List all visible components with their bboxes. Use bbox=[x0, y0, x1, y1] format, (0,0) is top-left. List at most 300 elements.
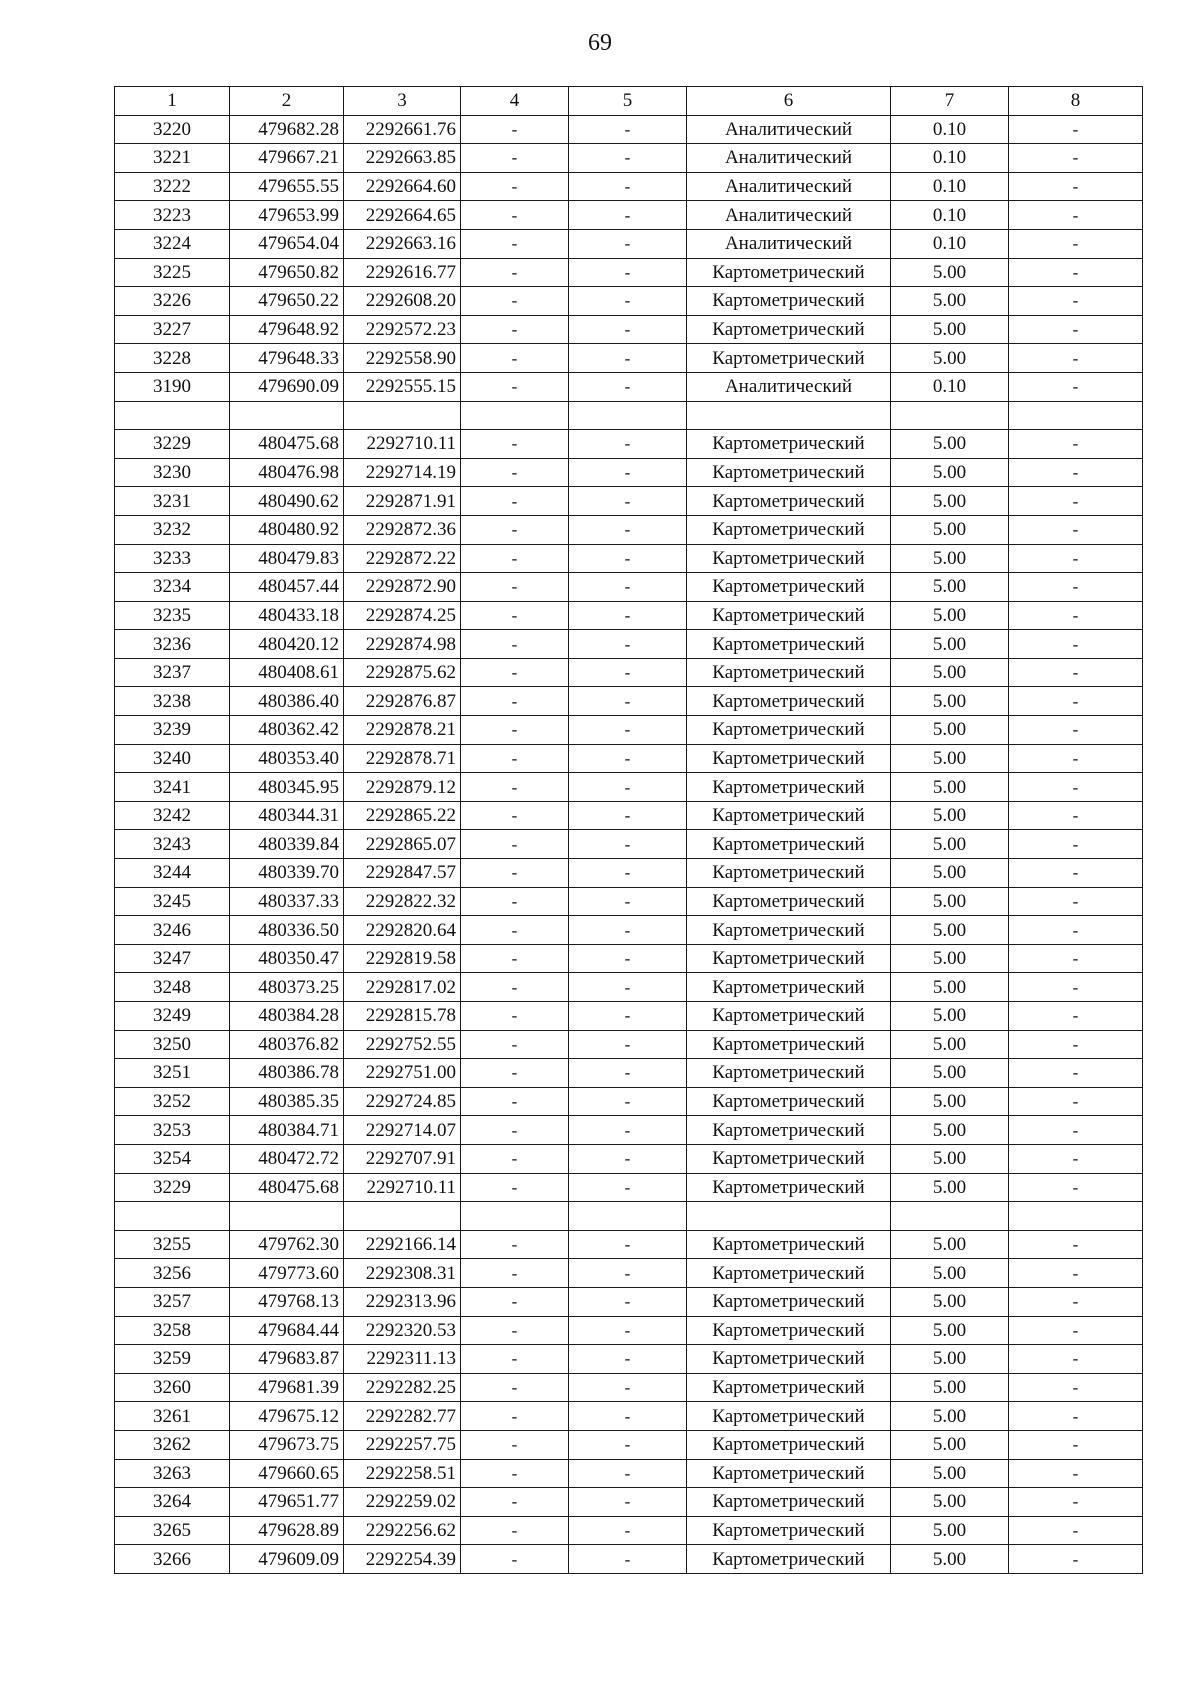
point-number-cell: 3248 bbox=[115, 973, 230, 1002]
point-number-cell bbox=[115, 1202, 230, 1231]
point-number-cell bbox=[115, 401, 230, 430]
table-row bbox=[115, 315, 1143, 344]
column-8-cell: - bbox=[1009, 430, 1143, 459]
method-cell: Картометрический bbox=[687, 1316, 891, 1345]
point-number-cell: 3235 bbox=[115, 601, 230, 630]
table-row bbox=[115, 1345, 1143, 1374]
point-number-cell: 3265 bbox=[115, 1516, 230, 1545]
column-5-cell: - bbox=[569, 658, 687, 687]
accuracy-cell: 0.10 bbox=[891, 372, 1009, 401]
accuracy-cell: 5.00 bbox=[891, 973, 1009, 1002]
y-coordinate-cell: 2292558.90 bbox=[344, 344, 461, 373]
accuracy-cell: 5.00 bbox=[891, 1402, 1009, 1431]
table-row bbox=[115, 229, 1143, 258]
y-coordinate-cell: 2292865.22 bbox=[344, 801, 461, 830]
y-coordinate-cell: 2292820.64 bbox=[344, 916, 461, 945]
column-8-cell: - bbox=[1009, 1173, 1143, 1202]
table-row bbox=[115, 801, 1143, 830]
column-5-cell: - bbox=[569, 1316, 687, 1345]
point-number-cell: 3230 bbox=[115, 458, 230, 487]
x-coordinate-cell: 480386.40 bbox=[230, 687, 344, 716]
y-coordinate-cell: 2292878.71 bbox=[344, 744, 461, 773]
y-coordinate-cell: 2292879.12 bbox=[344, 773, 461, 802]
column-4-cell: - bbox=[461, 315, 569, 344]
point-number-cell: 3240 bbox=[115, 744, 230, 773]
column-4-cell: - bbox=[461, 1116, 569, 1145]
table-row bbox=[115, 544, 1143, 573]
column-4-cell: - bbox=[461, 1459, 569, 1488]
column-4-cell: - bbox=[461, 887, 569, 916]
table-row bbox=[115, 1488, 1143, 1517]
y-coordinate-cell: 2292664.65 bbox=[344, 201, 461, 230]
x-coordinate-cell: 480362.42 bbox=[230, 716, 344, 745]
column-8-cell: - bbox=[1009, 201, 1143, 230]
method-cell: Картометрический bbox=[687, 658, 891, 687]
column-8-cell: - bbox=[1009, 258, 1143, 287]
column-8-cell: - bbox=[1009, 1059, 1143, 1088]
accuracy-cell: 0.10 bbox=[891, 229, 1009, 258]
accuracy-cell: 5.00 bbox=[891, 1116, 1009, 1145]
y-coordinate-cell: 2292724.85 bbox=[344, 1087, 461, 1116]
column-4-cell: - bbox=[461, 1002, 569, 1031]
table-row bbox=[115, 973, 1143, 1002]
x-coordinate-cell: 479675.12 bbox=[230, 1402, 344, 1431]
accuracy-cell: 5.00 bbox=[891, 916, 1009, 945]
column-5-cell: - bbox=[569, 1488, 687, 1517]
method-cell: Картометрический bbox=[687, 1259, 891, 1288]
y-coordinate-cell: 2292664.60 bbox=[344, 172, 461, 201]
page-number: 69 bbox=[588, 30, 612, 56]
x-coordinate-cell: 479768.13 bbox=[230, 1287, 344, 1316]
column-5-cell: - bbox=[569, 172, 687, 201]
accuracy-cell: 5.00 bbox=[891, 716, 1009, 745]
column-header: 3 bbox=[344, 87, 461, 116]
method-cell: Картометрический bbox=[687, 1345, 891, 1374]
y-coordinate-cell: 2292256.62 bbox=[344, 1516, 461, 1545]
column-5-cell: - bbox=[569, 944, 687, 973]
column-8-cell: - bbox=[1009, 1402, 1143, 1431]
column-8-cell: - bbox=[1009, 315, 1143, 344]
table-row bbox=[115, 1430, 1143, 1459]
table-row bbox=[115, 401, 1143, 430]
method-cell: Картометрический bbox=[687, 973, 891, 1002]
y-coordinate-cell: 2292616.77 bbox=[344, 258, 461, 287]
table-row bbox=[115, 1173, 1143, 1202]
column-8-cell: - bbox=[1009, 773, 1143, 802]
y-coordinate-cell: 2292608.20 bbox=[344, 287, 461, 316]
column-5-cell: - bbox=[569, 1116, 687, 1145]
accuracy-cell: 5.00 bbox=[891, 1287, 1009, 1316]
point-number-cell: 3232 bbox=[115, 515, 230, 544]
x-coordinate-cell: 479684.44 bbox=[230, 1316, 344, 1345]
column-5-cell: - bbox=[569, 973, 687, 1002]
table-row bbox=[115, 258, 1143, 287]
x-coordinate-cell: 480344.31 bbox=[230, 801, 344, 830]
method-cell: Картометрический bbox=[687, 1516, 891, 1545]
method-cell: Картометрический bbox=[687, 944, 891, 973]
y-coordinate-cell: 2292572.23 bbox=[344, 315, 461, 344]
column-5-cell: - bbox=[569, 1230, 687, 1259]
column-4-cell: - bbox=[461, 859, 569, 888]
y-coordinate-cell: 2292817.02 bbox=[344, 973, 461, 1002]
table-row bbox=[115, 1402, 1143, 1431]
table-row bbox=[115, 487, 1143, 516]
column-8-cell: - bbox=[1009, 515, 1143, 544]
y-coordinate-cell: 2292872.36 bbox=[344, 515, 461, 544]
column-4-cell: - bbox=[461, 201, 569, 230]
table-row bbox=[115, 1087, 1143, 1116]
y-coordinate-cell: 2292555.15 bbox=[344, 372, 461, 401]
column-8-cell: - bbox=[1009, 801, 1143, 830]
x-coordinate-cell: 479673.75 bbox=[230, 1430, 344, 1459]
y-coordinate-cell: 2292254.39 bbox=[344, 1545, 461, 1574]
column-4-cell: - bbox=[461, 1144, 569, 1173]
column-4-cell: - bbox=[461, 1402, 569, 1431]
column-5-cell: - bbox=[569, 630, 687, 659]
accuracy-cell: 5.00 bbox=[891, 1173, 1009, 1202]
column-4-cell: - bbox=[461, 973, 569, 1002]
column-5-cell: - bbox=[569, 1402, 687, 1431]
column-8-cell: - bbox=[1009, 573, 1143, 602]
table-row bbox=[115, 1116, 1143, 1145]
column-5-cell: - bbox=[569, 773, 687, 802]
point-number-cell: 3254 bbox=[115, 1144, 230, 1173]
column-4-cell: - bbox=[461, 944, 569, 973]
table-row bbox=[115, 601, 1143, 630]
point-number-cell: 3190 bbox=[115, 372, 230, 401]
column-5-cell: - bbox=[569, 258, 687, 287]
accuracy-cell: 0.10 bbox=[891, 201, 1009, 230]
column-header: 6 bbox=[687, 87, 891, 116]
method-cell bbox=[687, 1202, 891, 1231]
column-4-cell: - bbox=[461, 1345, 569, 1374]
accuracy-cell: 5.00 bbox=[891, 573, 1009, 602]
method-cell: Картометрический bbox=[687, 1087, 891, 1116]
point-number-cell: 3259 bbox=[115, 1345, 230, 1374]
x-coordinate-cell bbox=[230, 1202, 344, 1231]
method-cell: Картометрический bbox=[687, 1030, 891, 1059]
accuracy-cell: 5.00 bbox=[891, 1059, 1009, 1088]
x-coordinate-cell: 480475.68 bbox=[230, 430, 344, 459]
y-coordinate-cell: 2292819.58 bbox=[344, 944, 461, 973]
point-number-cell: 3226 bbox=[115, 287, 230, 316]
accuracy-cell: 5.00 bbox=[891, 315, 1009, 344]
point-number-cell: 3257 bbox=[115, 1287, 230, 1316]
accuracy-cell: 5.00 bbox=[891, 1545, 1009, 1574]
column-5-cell: - bbox=[569, 716, 687, 745]
column-4-cell: - bbox=[461, 630, 569, 659]
accuracy-cell: 5.00 bbox=[891, 687, 1009, 716]
x-coordinate-cell: 480480.92 bbox=[230, 515, 344, 544]
x-coordinate-cell: 480490.62 bbox=[230, 487, 344, 516]
method-cell: Аналитический bbox=[687, 201, 891, 230]
column-8-cell: - bbox=[1009, 830, 1143, 859]
point-number-cell: 3250 bbox=[115, 1030, 230, 1059]
column-header: 5 bbox=[569, 87, 687, 116]
accuracy-cell: 5.00 bbox=[891, 430, 1009, 459]
column-5-cell: - bbox=[569, 1373, 687, 1402]
point-number-cell: 3231 bbox=[115, 487, 230, 516]
column-8-cell: - bbox=[1009, 1459, 1143, 1488]
y-coordinate-cell: 2292710.11 bbox=[344, 1173, 461, 1202]
column-8-cell bbox=[1009, 1202, 1143, 1231]
method-cell: Картометрический bbox=[687, 287, 891, 316]
table-row bbox=[115, 115, 1143, 144]
column-header: 7 bbox=[891, 87, 1009, 116]
y-coordinate-cell: 2292308.31 bbox=[344, 1259, 461, 1288]
table-row bbox=[115, 830, 1143, 859]
table-row bbox=[115, 1545, 1143, 1574]
method-cell: Аналитический bbox=[687, 372, 891, 401]
accuracy-cell: 5.00 bbox=[891, 1144, 1009, 1173]
x-coordinate-cell: 479667.21 bbox=[230, 144, 344, 173]
column-4-cell: - bbox=[461, 1516, 569, 1545]
method-cell: Картометрический bbox=[687, 344, 891, 373]
point-number-cell: 3252 bbox=[115, 1087, 230, 1116]
point-number-cell: 3234 bbox=[115, 573, 230, 602]
accuracy-cell: 5.00 bbox=[891, 1373, 1009, 1402]
table-row bbox=[115, 1287, 1143, 1316]
column-5-cell: - bbox=[569, 1173, 687, 1202]
x-coordinate-cell: 479651.77 bbox=[230, 1488, 344, 1517]
x-coordinate-cell: 480420.12 bbox=[230, 630, 344, 659]
column-8-cell: - bbox=[1009, 658, 1143, 687]
accuracy-cell: 5.00 bbox=[891, 344, 1009, 373]
table-row bbox=[115, 287, 1143, 316]
method-cell: Картометрический bbox=[687, 1402, 891, 1431]
table-row bbox=[115, 144, 1143, 173]
table-row bbox=[115, 859, 1143, 888]
point-number-cell: 3220 bbox=[115, 115, 230, 144]
accuracy-cell: 5.00 bbox=[891, 601, 1009, 630]
accuracy-cell: 5.00 bbox=[891, 801, 1009, 830]
column-8-cell: - bbox=[1009, 1488, 1143, 1517]
column-5-cell: - bbox=[569, 1030, 687, 1059]
column-5-cell: - bbox=[569, 687, 687, 716]
table-row bbox=[115, 1516, 1143, 1545]
column-5-cell: - bbox=[569, 573, 687, 602]
column-5-cell: - bbox=[569, 430, 687, 459]
accuracy-cell: 5.00 bbox=[891, 258, 1009, 287]
y-coordinate-cell: 2292752.55 bbox=[344, 1030, 461, 1059]
column-5-cell: - bbox=[569, 1087, 687, 1116]
method-cell: Картометрический bbox=[687, 1430, 891, 1459]
accuracy-cell: 5.00 bbox=[891, 1459, 1009, 1488]
accuracy-cell: 0.10 bbox=[891, 172, 1009, 201]
column-8-cell: - bbox=[1009, 1116, 1143, 1145]
method-cell: Картометрический bbox=[687, 916, 891, 945]
y-coordinate-cell bbox=[344, 401, 461, 430]
x-coordinate-cell: 480345.95 bbox=[230, 773, 344, 802]
table-row bbox=[115, 630, 1143, 659]
point-number-cell: 3229 bbox=[115, 1173, 230, 1202]
column-8-cell: - bbox=[1009, 1230, 1143, 1259]
y-coordinate-cell: 2292871.91 bbox=[344, 487, 461, 516]
table-row bbox=[115, 1230, 1143, 1259]
x-coordinate-cell: 479648.92 bbox=[230, 315, 344, 344]
column-8-cell: - bbox=[1009, 458, 1143, 487]
column-header: 8 bbox=[1009, 87, 1143, 116]
y-coordinate-cell: 2292258.51 bbox=[344, 1459, 461, 1488]
column-4-cell: - bbox=[461, 544, 569, 573]
method-cell: Картометрический bbox=[687, 801, 891, 830]
method-cell: Картометрический bbox=[687, 744, 891, 773]
table-row bbox=[115, 1202, 1143, 1231]
column-4-cell: - bbox=[461, 1430, 569, 1459]
y-coordinate-cell: 2292872.90 bbox=[344, 573, 461, 602]
table-row bbox=[115, 773, 1143, 802]
point-number-cell: 3261 bbox=[115, 1402, 230, 1431]
accuracy-cell: 0.10 bbox=[891, 144, 1009, 173]
y-coordinate-cell: 2292875.62 bbox=[344, 658, 461, 687]
table-header-row bbox=[115, 87, 1143, 116]
column-8-cell: - bbox=[1009, 1002, 1143, 1031]
column-5-cell: - bbox=[569, 859, 687, 888]
column-4-cell bbox=[461, 1202, 569, 1231]
column-8-cell bbox=[1009, 401, 1143, 430]
accuracy-cell: 5.00 bbox=[891, 1516, 1009, 1545]
y-coordinate-cell: 2292259.02 bbox=[344, 1488, 461, 1517]
table-row bbox=[115, 716, 1143, 745]
y-coordinate-cell: 2292282.25 bbox=[344, 1373, 461, 1402]
point-number-cell: 3227 bbox=[115, 315, 230, 344]
column-4-cell: - bbox=[461, 172, 569, 201]
accuracy-cell: 5.00 bbox=[891, 1030, 1009, 1059]
point-number-cell: 3228 bbox=[115, 344, 230, 373]
x-coordinate-cell: 480479.83 bbox=[230, 544, 344, 573]
column-5-cell: - bbox=[569, 115, 687, 144]
method-cell: Аналитический bbox=[687, 172, 891, 201]
method-cell: Картометрический bbox=[687, 687, 891, 716]
table-row bbox=[115, 344, 1143, 373]
point-number-cell: 3264 bbox=[115, 1488, 230, 1517]
column-4-cell: - bbox=[461, 144, 569, 173]
x-coordinate-cell bbox=[230, 401, 344, 430]
x-coordinate-cell: 479650.82 bbox=[230, 258, 344, 287]
method-cell: Картометрический bbox=[687, 601, 891, 630]
point-number-cell: 3260 bbox=[115, 1373, 230, 1402]
point-number-cell: 3263 bbox=[115, 1459, 230, 1488]
y-coordinate-cell: 2292313.96 bbox=[344, 1287, 461, 1316]
x-coordinate-cell: 479653.99 bbox=[230, 201, 344, 230]
column-5-cell: - bbox=[569, 887, 687, 916]
x-coordinate-cell: 479683.87 bbox=[230, 1345, 344, 1374]
point-number-cell: 3243 bbox=[115, 830, 230, 859]
column-4-cell: - bbox=[461, 1087, 569, 1116]
x-coordinate-cell: 479660.65 bbox=[230, 1459, 344, 1488]
x-coordinate-cell: 480457.44 bbox=[230, 573, 344, 602]
y-coordinate-cell: 2292710.11 bbox=[344, 430, 461, 459]
column-8-cell: - bbox=[1009, 944, 1143, 973]
point-number-cell: 3237 bbox=[115, 658, 230, 687]
y-coordinate-cell: 2292311.13 bbox=[344, 1345, 461, 1374]
point-number-cell: 3246 bbox=[115, 916, 230, 945]
point-number-cell: 3244 bbox=[115, 859, 230, 888]
point-number-cell: 3241 bbox=[115, 773, 230, 802]
column-5-cell bbox=[569, 401, 687, 430]
column-5-cell: - bbox=[569, 344, 687, 373]
method-cell: Картометрический bbox=[687, 887, 891, 916]
accuracy-cell bbox=[891, 1202, 1009, 1231]
table-row bbox=[115, 573, 1143, 602]
table-row bbox=[115, 201, 1143, 230]
column-5-cell bbox=[569, 1202, 687, 1231]
column-4-cell: - bbox=[461, 1059, 569, 1088]
column-4-cell: - bbox=[461, 372, 569, 401]
point-number-cell: 3256 bbox=[115, 1259, 230, 1288]
column-8-cell: - bbox=[1009, 115, 1143, 144]
column-5-cell: - bbox=[569, 1287, 687, 1316]
column-5-cell: - bbox=[569, 1144, 687, 1173]
column-4-cell: - bbox=[461, 258, 569, 287]
accuracy-cell: 5.00 bbox=[891, 1230, 1009, 1259]
point-number-cell: 3229 bbox=[115, 430, 230, 459]
table-row bbox=[115, 458, 1143, 487]
column-5-cell: - bbox=[569, 1545, 687, 1574]
y-coordinate-cell: 2292320.53 bbox=[344, 1316, 461, 1345]
y-coordinate-cell: 2292714.07 bbox=[344, 1116, 461, 1145]
method-cell: Картометрический bbox=[687, 830, 891, 859]
method-cell: Картометрический bbox=[687, 1173, 891, 1202]
y-coordinate-cell: 2292815.78 bbox=[344, 1002, 461, 1031]
method-cell: Картометрический bbox=[687, 1116, 891, 1145]
accuracy-cell: 5.00 bbox=[891, 1488, 1009, 1517]
method-cell: Картометрический bbox=[687, 1488, 891, 1517]
column-5-cell: - bbox=[569, 744, 687, 773]
table-row bbox=[115, 1373, 1143, 1402]
x-coordinate-cell: 479682.28 bbox=[230, 115, 344, 144]
table-body bbox=[115, 115, 1143, 1573]
column-5-cell: - bbox=[569, 544, 687, 573]
x-coordinate-cell: 479681.39 bbox=[230, 1373, 344, 1402]
column-4-cell: - bbox=[461, 458, 569, 487]
method-cell: Картометрический bbox=[687, 1287, 891, 1316]
method-cell: Картометрический bbox=[687, 573, 891, 602]
point-number-cell: 3221 bbox=[115, 144, 230, 173]
column-8-cell: - bbox=[1009, 1144, 1143, 1173]
point-number-cell: 3223 bbox=[115, 201, 230, 230]
column-8-cell: - bbox=[1009, 144, 1143, 173]
point-number-cell: 3262 bbox=[115, 1430, 230, 1459]
column-5-cell: - bbox=[569, 515, 687, 544]
x-coordinate-cell: 479690.09 bbox=[230, 372, 344, 401]
y-coordinate-cell bbox=[344, 1202, 461, 1231]
column-5-cell: - bbox=[569, 1459, 687, 1488]
point-number-cell: 3236 bbox=[115, 630, 230, 659]
point-number-cell: 3242 bbox=[115, 801, 230, 830]
column-5-cell: - bbox=[569, 458, 687, 487]
y-coordinate-cell: 2292847.57 bbox=[344, 859, 461, 888]
point-number-cell: 3255 bbox=[115, 1230, 230, 1259]
y-coordinate-cell: 2292166.14 bbox=[344, 1230, 461, 1259]
x-coordinate-cell: 479628.89 bbox=[230, 1516, 344, 1545]
accuracy-cell bbox=[891, 401, 1009, 430]
accuracy-cell: 5.00 bbox=[891, 859, 1009, 888]
table-row bbox=[115, 1144, 1143, 1173]
column-5-cell: - bbox=[569, 287, 687, 316]
method-cell: Картометрический bbox=[687, 1144, 891, 1173]
y-coordinate-cell: 2292663.85 bbox=[344, 144, 461, 173]
column-5-cell: - bbox=[569, 801, 687, 830]
x-coordinate-cell: 480384.28 bbox=[230, 1002, 344, 1031]
y-coordinate-cell: 2292874.98 bbox=[344, 630, 461, 659]
method-cell: Картометрический bbox=[687, 1230, 891, 1259]
x-coordinate-cell: 480386.78 bbox=[230, 1059, 344, 1088]
method-cell: Картометрический bbox=[687, 1459, 891, 1488]
column-4-cell: - bbox=[461, 801, 569, 830]
point-number-cell: 3225 bbox=[115, 258, 230, 287]
method-cell bbox=[687, 401, 891, 430]
